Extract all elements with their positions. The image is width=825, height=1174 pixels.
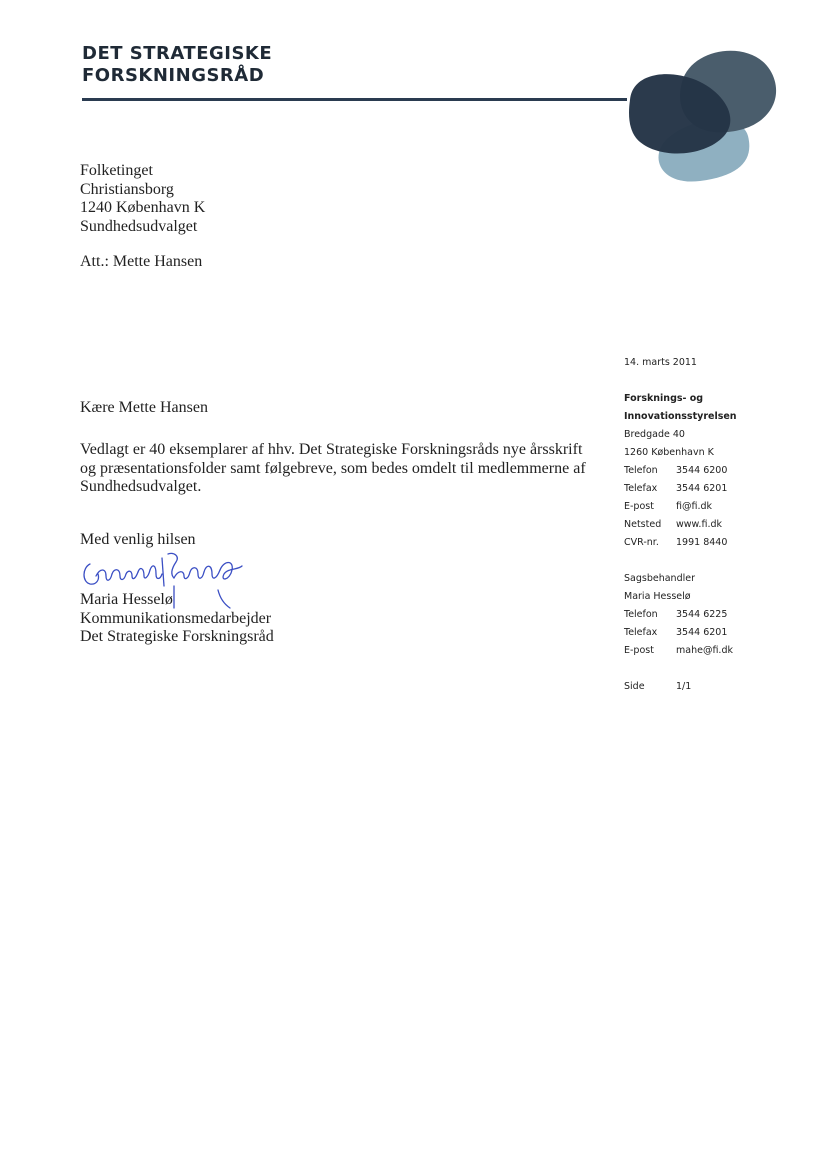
recipient-line: Sundhedsudvalget: [80, 217, 198, 235]
contact-value: www.fi.dk: [676, 519, 722, 530]
body-line: Sundhedsudvalget.: [80, 478, 202, 495]
contact-label: Telefax: [624, 483, 658, 494]
body-line: og præsentationsfolder samt følgebreve, som bedes omdelt til medlemmerne af: [80, 459, 586, 477]
letter-body: [80, 441, 600, 497]
page-label: Side: [624, 681, 645, 692]
org-name-line-1: DET STRATEGISKE: [82, 43, 273, 64]
contact-row-fax: [624, 480, 737, 498]
contact-row-website: [624, 516, 737, 534]
recipient-line: 1240 København K: [80, 199, 206, 216]
handler-row-phone: [624, 606, 737, 624]
signer-block: [80, 591, 274, 647]
page-number-row: [624, 678, 737, 696]
contact-label: E-post: [624, 501, 654, 512]
contact-row-phone: [624, 462, 737, 480]
sender-city: 1260 København K: [624, 447, 714, 458]
logo-mark-icon: [620, 40, 790, 190]
attention-line: Att.: Mette Hansen: [80, 253, 203, 270]
recipient-line: Folketinget: [80, 162, 153, 179]
contact-label: Telefon: [624, 465, 658, 476]
closing: Med venlig hilsen: [80, 531, 196, 548]
recipient-line: Christiansborg: [80, 180, 174, 198]
contact-value: 3544 6201: [676, 627, 728, 638]
contact-value: fi@fi.dk: [676, 501, 713, 512]
contact-label: Netsted: [624, 519, 662, 530]
sender-sidebar: [624, 354, 737, 696]
letter-date: 14. marts 2011: [624, 357, 697, 368]
handler-row-email: [624, 642, 737, 660]
salutation: Kære Mette Hansen: [80, 399, 208, 416]
signer-organization: Det Strategiske Forskningsråd: [80, 628, 274, 645]
sender-name-line-1: Forsknings- og: [624, 393, 704, 404]
org-name-line-2: FORSKNINGSRÅD: [82, 65, 265, 86]
recipient-address: [80, 162, 205, 236]
sender-street: Bredgade 40: [624, 429, 685, 440]
header-rule: [82, 98, 627, 101]
handler-row-fax: [624, 624, 737, 642]
organization-logo-text: [82, 43, 272, 87]
case-handler-label: Sagsbehandler: [624, 573, 695, 584]
contact-row-email: [624, 498, 737, 516]
contact-value: mahe@fi.dk: [676, 645, 733, 656]
contact-value: 1991 8440: [676, 537, 728, 548]
contact-label: Telefon: [624, 609, 658, 620]
contact-label: E-post: [624, 645, 654, 656]
case-handler-name: Maria Hesselø: [624, 591, 691, 602]
signer-title: Kommunikationsmedarbejder: [80, 609, 272, 627]
contact-value: 3544 6225: [676, 609, 728, 620]
contact-label: Telefax: [624, 627, 658, 638]
contact-value: 3544 6201: [676, 483, 728, 494]
body-line: Vedlagt er 40 eksemplarer af hhv. Det Strategiske Forskningsråds nye årsskrift: [80, 441, 583, 458]
contact-row-cvr: [624, 534, 737, 552]
page-value: 1/1: [676, 681, 692, 692]
contact-label: CVR-nr.: [624, 537, 659, 548]
sender-name-line-2: Innovationsstyrelsen: [624, 411, 737, 422]
signer-name: Maria Hesselø: [80, 591, 173, 608]
contact-value: 3544 6200: [676, 465, 728, 476]
